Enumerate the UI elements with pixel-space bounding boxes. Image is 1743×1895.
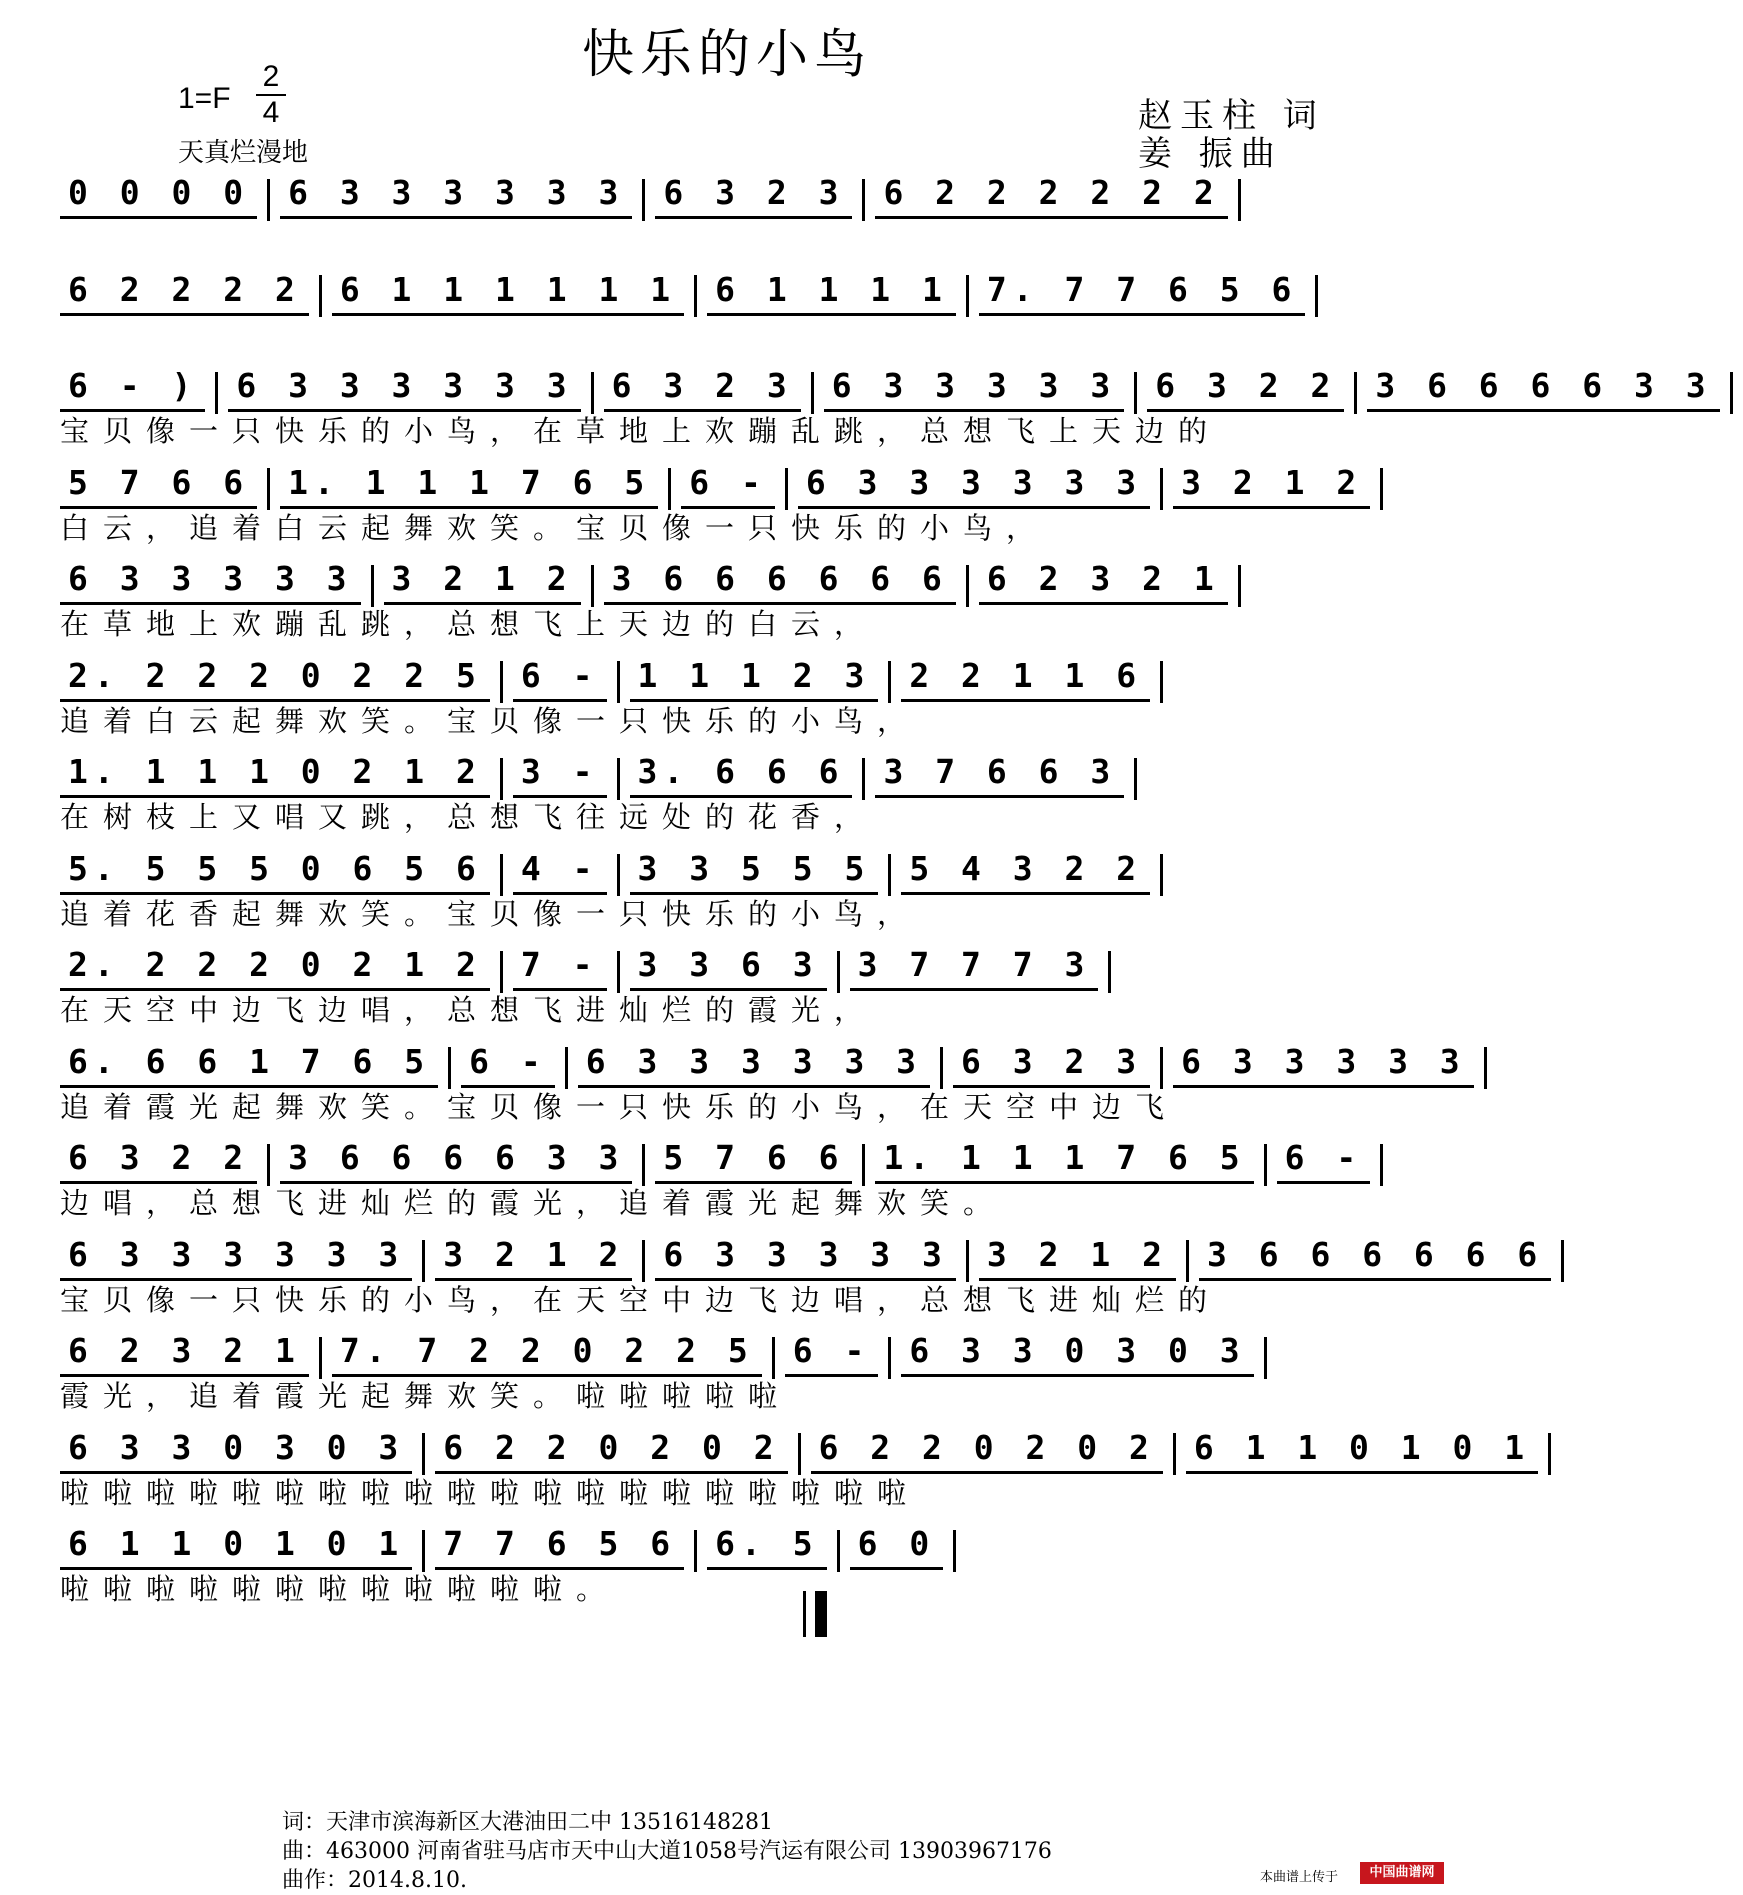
measure: 6 3 3 3 3 3 (655, 1232, 956, 1281)
barline (267, 1144, 270, 1186)
measure: 6 3 2 2 (60, 1135, 257, 1184)
measure: 6. 5 (707, 1521, 826, 1570)
lyric-line: 边唱，总想飞进灿烂的霞光，追着霞光起舞欢笑。 (60, 1186, 1007, 1220)
measure: 6 3 3 0 3 0 3 (60, 1425, 412, 1474)
barline (617, 951, 620, 993)
measure: 2 2 1 1 6 (901, 653, 1150, 702)
barline (837, 951, 840, 993)
notation-row (60, 556, 1410, 602)
measure: 6 2 2 2 2 (60, 267, 309, 316)
measure: 6 0 (850, 1521, 944, 1570)
lyric-line: 白云，追着白云起舞欢笑。宝贝像一只快乐的小鸟， (60, 510, 1050, 545)
lyric-line: 啦啦啦啦啦啦啦啦啦啦啦啦。 (60, 1572, 620, 1606)
barline (642, 179, 645, 221)
measure: 6 3 3 3 3 3 3 (60, 1232, 412, 1281)
barline (1238, 565, 1241, 607)
measure: 6 - (1277, 1135, 1371, 1184)
measure: 6 3 2 3 (655, 170, 852, 219)
barline (267, 179, 270, 221)
notation-row (60, 460, 1410, 506)
notation-row (60, 170, 1410, 216)
measure: 6 2 2 0 2 0 2 (435, 1425, 787, 1474)
lyric-line: 追着白云起舞欢笑。宝贝像一只快乐的小鸟， (60, 703, 921, 738)
barline (371, 565, 374, 607)
measure: 6 1 1 1 1 (707, 267, 956, 316)
measure: 6 2 2 0 2 0 2 (811, 1425, 1163, 1474)
measure: 1 1 1 2 3 (630, 653, 879, 702)
notation-row (60, 1039, 1466, 1085)
barline (966, 565, 969, 607)
measure: 6 2 3 2 1 (979, 556, 1228, 605)
barline (422, 1530, 425, 1572)
measure: 6 3 3 3 3 3 3 (228, 363, 580, 412)
measure: 6 - (681, 460, 775, 509)
measure: 6 3 3 3 3 3 (1173, 1039, 1474, 1088)
footer-date: 曲作：2014.8.10. (282, 1868, 467, 1893)
measure: 1. 1 1 1 0 2 1 2 (60, 749, 490, 798)
measure: 3. 6 6 6 (630, 749, 853, 798)
measure: 3 6 6 6 6 3 3 (1367, 363, 1719, 412)
barline (888, 661, 891, 703)
measure: 3 7 6 6 3 (875, 749, 1124, 798)
barline (1548, 1433, 1551, 1475)
measure: 6 3 2 2 (1147, 363, 1344, 412)
lyric-line: 在树枝上又唱又跳，总想飞往远处的花香， (60, 800, 878, 834)
barline (1264, 1337, 1267, 1379)
lyric-line: 在天空中边飞边唱，总想飞进灿烂的霞光， (60, 993, 878, 1027)
barline (1160, 854, 1163, 896)
measure: 6 3 3 3 3 3 3 (578, 1039, 930, 1088)
barline (694, 275, 697, 317)
barline (617, 854, 620, 896)
measure: 6 2 2 2 2 2 2 (875, 170, 1227, 219)
footer-lyricist-info: 词：天津市滨海新区大港油田二中 13516148281 (282, 1810, 773, 1835)
site-logo: 中国曲谱网 (1360, 1862, 1444, 1884)
barline (966, 275, 969, 317)
song-title: 快乐的小鸟 (581, 25, 872, 85)
measure: 2. 2 2 2 0 2 2 5 (60, 653, 490, 702)
measure: 6 2 3 2 1 (60, 1328, 309, 1377)
notation-row (60, 1521, 1410, 1567)
measure: 5. 5 5 5 0 6 5 6 (60, 846, 490, 895)
barline (319, 1337, 322, 1379)
measure: 6 - (785, 1328, 879, 1377)
barline (422, 1433, 425, 1475)
barline (591, 565, 594, 607)
barline (798, 1433, 801, 1475)
barline (591, 372, 594, 414)
measure: 3 6 6 6 6 3 3 (280, 1135, 632, 1184)
barline (1108, 951, 1111, 993)
measure: 3 6 6 6 6 6 6 (1199, 1232, 1551, 1281)
barline (267, 468, 270, 510)
lyric-line: 追着霞光起舞欢笑。宝贝像一只快乐的小鸟，在天空中边飞 (60, 1089, 1179, 1124)
time-signature (256, 60, 286, 130)
time-sig-top: 2 (256, 60, 286, 96)
measure: 7. 7 2 2 0 2 2 5 (332, 1328, 762, 1377)
lyric-line: 追着花香起舞欢笑。宝贝像一只快乐的小鸟， (60, 896, 921, 931)
barline (1134, 758, 1137, 800)
measure: 7 - (513, 942, 607, 991)
measure: 6 3 2 3 (604, 363, 801, 412)
barline (1380, 468, 1383, 510)
footer-composer-info: 曲：463000 河南省驻马店市天中山大道1058号汽运有限公司 13903967176 (282, 1839, 1052, 1864)
measure: 6 1 1 0 1 0 1 (1186, 1425, 1538, 1474)
measure: 6 3 2 3 (953, 1039, 1150, 1088)
barline (862, 179, 865, 221)
barline (565, 1047, 568, 1089)
barline (1160, 1047, 1163, 1089)
barline (888, 854, 891, 896)
time-sig-bottom: 4 (262, 96, 280, 129)
barline (1173, 1433, 1176, 1475)
notation-row (60, 1135, 1410, 1181)
measure: 6 3 3 3 3 3 3 (280, 170, 632, 219)
measure: 0 0 0 0 (60, 170, 257, 219)
measure: 5 7 6 6 (655, 1135, 852, 1184)
notation-row (60, 267, 1410, 313)
barline (888, 1337, 891, 1379)
barline (617, 661, 620, 703)
measure: 7. 7 7 6 5 6 (979, 267, 1305, 316)
barline (500, 854, 503, 896)
notation-row (60, 1232, 1544, 1278)
barline (1160, 468, 1163, 510)
lyricist-credit: 赵玉柱 词 (1138, 96, 1325, 136)
measure: 6 - ) (60, 363, 205, 412)
barline (1315, 275, 1318, 317)
measure: 6 3 3 3 3 3 (824, 363, 1125, 412)
measure: 3 3 5 5 5 (630, 846, 879, 895)
measure: 3 2 1 2 (1173, 460, 1370, 509)
measure: 3 6 6 6 6 6 6 (604, 556, 956, 605)
notation-row (60, 363, 1712, 409)
barline (319, 275, 322, 317)
measure: 5 4 3 2 2 (901, 846, 1150, 895)
measure: 6 1 1 1 1 1 1 (332, 267, 684, 316)
barline (1354, 372, 1357, 414)
barline (1134, 372, 1137, 414)
barline (862, 758, 865, 800)
measure: 1. 1 1 1 7 6 5 (875, 1135, 1253, 1184)
measure: 6 3 3 0 3 0 3 (901, 1328, 1253, 1377)
tempo-marking: 天真烂漫地 (178, 138, 309, 168)
key-signature: 1=F (178, 82, 231, 115)
barline (837, 1530, 840, 1572)
measure: 6 - (513, 653, 607, 702)
barline (1380, 1144, 1383, 1186)
lyric-line: 宝贝像一只快乐的小鸟，在天空中边飞边唱，总想飞进灿烂的 (60, 1282, 1222, 1317)
measure: 3 2 1 2 (384, 556, 581, 605)
measure: 6 - (461, 1039, 555, 1088)
barline (500, 758, 503, 800)
barline (785, 468, 788, 510)
watermark-text: 本曲谱上传于 (1260, 1870, 1339, 1885)
barline (1730, 372, 1733, 414)
measure: 1. 1 1 1 7 6 5 (280, 460, 658, 509)
barline (811, 372, 814, 414)
measure: 3 - (513, 749, 607, 798)
final-barline-thick (815, 1591, 827, 1637)
barline (617, 758, 620, 800)
measure: 7 7 6 5 6 (435, 1521, 684, 1570)
notation-row (60, 942, 1410, 988)
notation-row (60, 749, 1410, 795)
measure: 6 3 3 3 3 3 (60, 556, 361, 605)
barline (448, 1047, 451, 1089)
measure: 4 - (513, 846, 607, 895)
barline (1186, 1240, 1189, 1282)
barline (422, 1240, 425, 1282)
barline (642, 1240, 645, 1282)
barline (694, 1530, 697, 1572)
barline (953, 1530, 956, 1572)
notation-row (60, 1425, 1531, 1471)
lyric-line: 霞光，追着霞光起舞欢笑。啦啦啦啦啦 (60, 1379, 792, 1413)
measure: 2. 2 2 2 0 2 1 2 (60, 942, 490, 991)
notation-row (60, 653, 1410, 699)
barline (1264, 1144, 1267, 1186)
barline (966, 1240, 969, 1282)
barline (500, 661, 503, 703)
barline (642, 1144, 645, 1186)
measure: 5 7 6 6 (60, 460, 257, 509)
barline (862, 1144, 865, 1186)
measure: 3 2 1 2 (435, 1232, 632, 1281)
barline (1238, 179, 1241, 221)
barline (668, 468, 671, 510)
measure: 6 3 3 3 3 3 3 (798, 460, 1150, 509)
measure: 6 1 1 0 1 0 1 (60, 1521, 412, 1570)
composer-credit: 姜 振曲 (1138, 134, 1283, 174)
lyric-line: 在草地上欢蹦乱跳，总想飞上天边的白云， (60, 607, 878, 641)
measure: 3 3 6 3 (630, 942, 827, 991)
barline (215, 372, 218, 414)
barline (1484, 1047, 1487, 1089)
barline (1561, 1240, 1564, 1282)
measure: 6. 6 6 1 7 6 5 (60, 1039, 438, 1088)
barline (772, 1337, 775, 1379)
notation-row (60, 846, 1410, 892)
measure: 3 2 1 2 (979, 1232, 1176, 1281)
barline (1160, 661, 1163, 703)
barline (940, 1047, 943, 1089)
final-barline-thin (803, 1591, 806, 1637)
measure: 3 7 7 7 3 (850, 942, 1099, 991)
lyric-line: 啦啦啦啦啦啦啦啦啦啦啦啦啦啦啦啦啦啦啦啦 (60, 1475, 921, 1510)
notation-row (60, 1328, 1410, 1374)
lyric-line: 宝贝像一只快乐的小鸟，在草地上欢蹦乱跳，总想飞上天边的 (60, 414, 1222, 448)
barline (500, 951, 503, 993)
